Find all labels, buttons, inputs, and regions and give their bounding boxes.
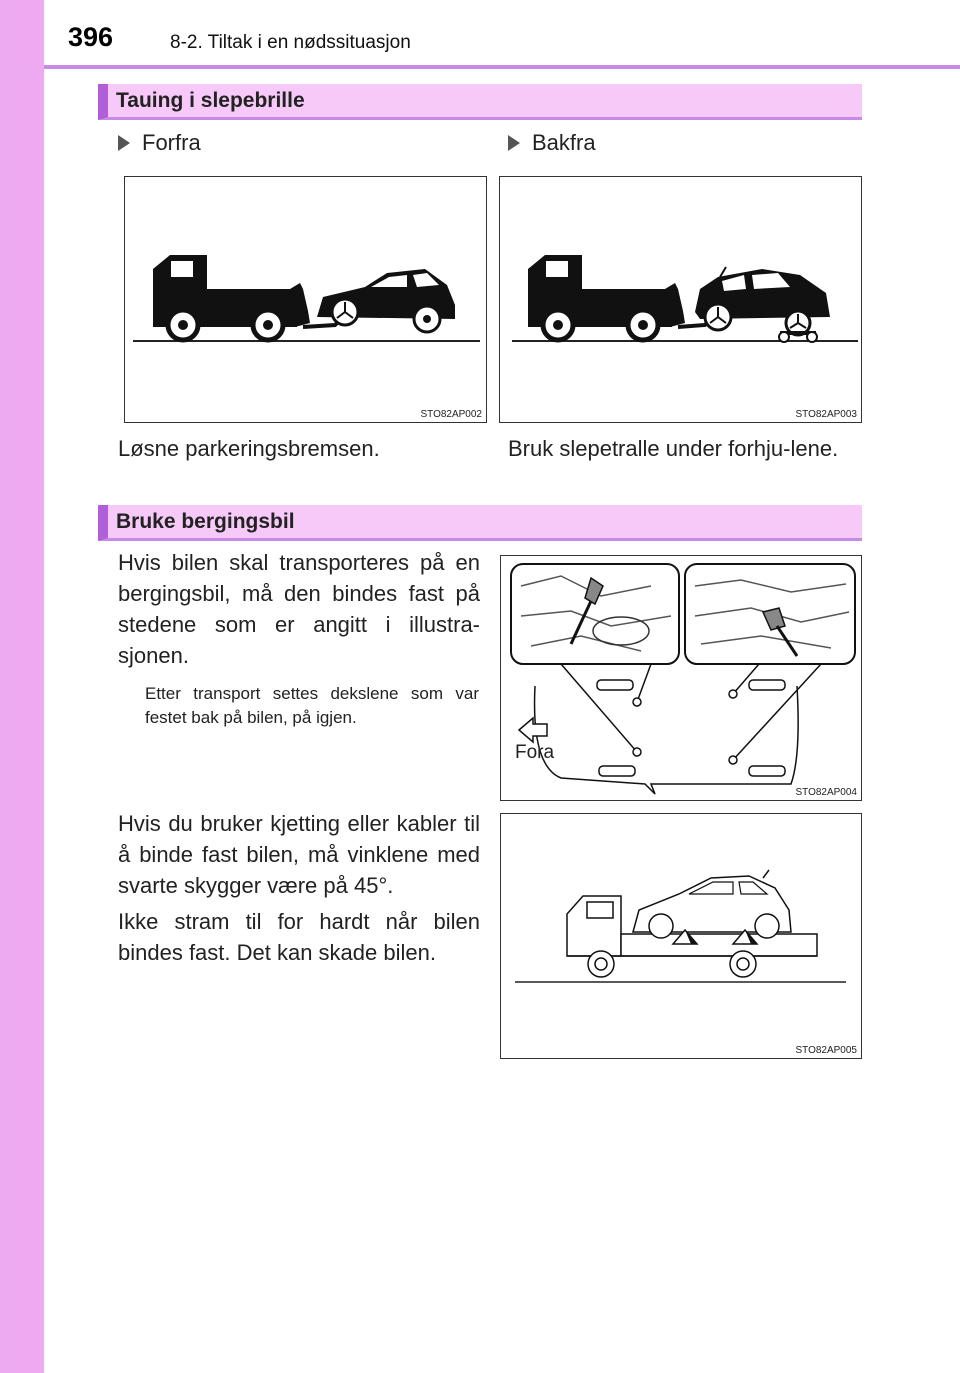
section-title-towing-dolly: Tauing i slepebrille	[98, 84, 862, 120]
front-direction-label: Fora	[515, 742, 555, 763]
tiedown-illustration	[501, 556, 863, 802]
caption-front: Løsne parkeringsbremsen.	[118, 436, 380, 461]
caption-rear: Bruk slepetralle under forhju-lene.	[508, 436, 839, 461]
figure-rear-tow	[499, 176, 862, 423]
section-title-flatbed: Bruke bergingsbil	[98, 505, 862, 541]
paragraph-flatbed-intro: Hvis bilen skal transporteres på en bergingsbil, må den bindes fast på stedene som er angitt i illustra-sjonen.	[118, 550, 480, 668]
bullet-front	[118, 130, 201, 156]
front-tow-illustration	[125, 177, 488, 424]
bullet-rear	[508, 130, 596, 156]
figure-front-tow	[124, 176, 487, 423]
note-covers: Etter transport settes dekslene som var festet bak på bilen, på igjen.	[145, 684, 479, 727]
header-rule	[44, 65, 960, 69]
figure-tiedown-points	[500, 555, 862, 801]
chapter-title: 8-2. Tiltak i en nødssituasjon	[170, 32, 411, 53]
side-band	[0, 0, 44, 1373]
figure-code: STO82AP004	[795, 787, 857, 798]
page-number: 396	[68, 22, 114, 52]
rear-tow-illustration	[500, 177, 863, 424]
paragraph-tighten-warning: Ikke stram til for hardt når bilen bindes fast. Det kan skade bilen.	[118, 909, 480, 965]
triangle-bullet-icon	[508, 135, 520, 151]
bullet-rear-label: Bakfra	[532, 130, 596, 155]
figure-code: STO82AP003	[795, 409, 857, 420]
figure-flatbed-truck	[500, 813, 862, 1059]
arrow-left-icon	[519, 718, 547, 742]
paragraph-chain-angle: Hvis du bruker kjetting eller kabler til å binde fast bilen, må vinklene med svarte skygger være på 45°.	[118, 811, 480, 898]
flatbed-illustration	[501, 814, 863, 1060]
figure-code: STO82AP002	[420, 409, 482, 420]
triangle-bullet-icon	[118, 135, 130, 151]
bullet-front-label: Forfra	[142, 130, 201, 155]
figure-code: STO82AP005	[795, 1045, 857, 1056]
